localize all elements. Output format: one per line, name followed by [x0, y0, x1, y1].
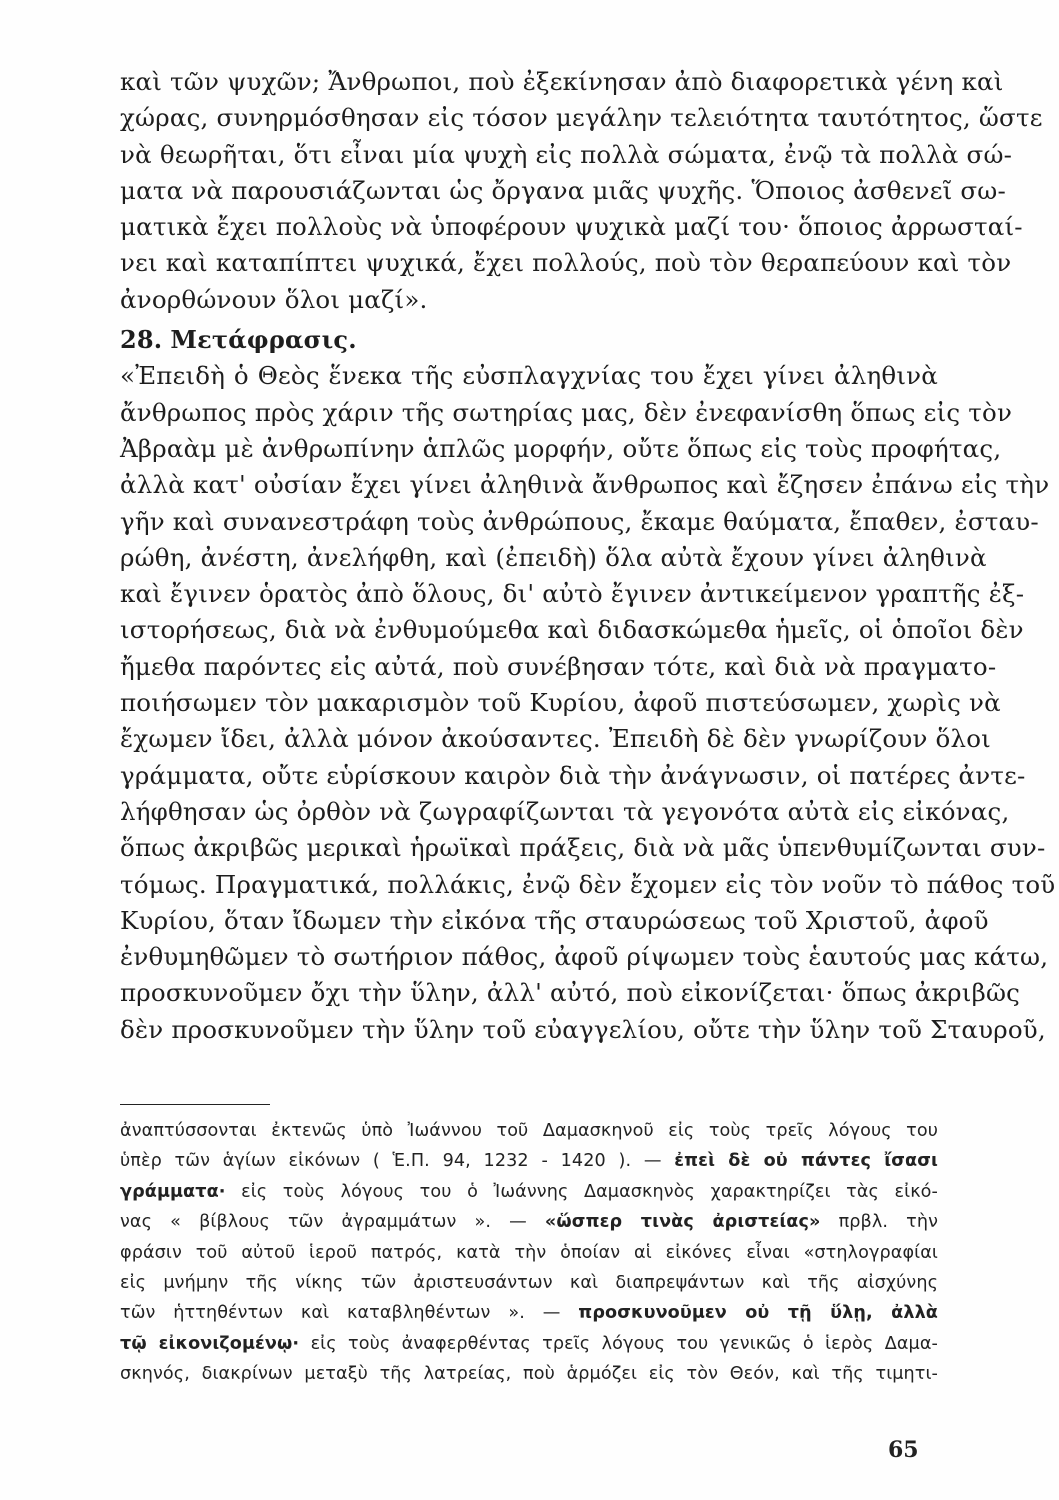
- footnote-text: εἰς τοὺς λόγους του ὁ Ἰωάννης Δαμασκηνὸς χαρακτηρίζει τὰς εἰκό-: [225, 1181, 938, 1202]
- footnote-quote-bold: γράμματα·: [120, 1181, 226, 1202]
- text-line: Ἀβραὰμ μὲ ἀνθρωπίνην ἁπλῶς μορφήν, οὔτε ὅπως εἰς τοὺς προφήτας,: [120, 433, 1002, 463]
- text-line: χώρας, συνηρμόσθησαν εἰς τόσον μεγάλην τελειότητα ταυτότητος, ὥστε: [120, 103, 1043, 133]
- paragraph-after-heading: [120, 358, 1056, 1048]
- text-line: τόμως. Πραγματικά, πολλάκις, ἐνῷ δὲν ἔχομεν εἰς τὸν νοῦν τὸ πάθος τοῦ: [120, 869, 1056, 899]
- text-line: νὰ θεωρῆται, ὅτι εἶναι μία ψυχὴ εἰς πολλὰ σώματα, ἐνῷ τὰ πολλὰ σώ-: [120, 139, 1013, 169]
- footnote-line: [120, 1268, 938, 1298]
- main-text-block: [120, 64, 1056, 1048]
- footnote-line: [120, 1207, 938, 1237]
- footnote-text: πρβλ. τὴν: [820, 1212, 939, 1233]
- text-line: ιστορήσεως, διὰ νὰ ἐνθυμούμεθα καὶ διδασκώμεθα ἡμεῖς, οἱ ὁποῖοι δὲν: [120, 615, 1024, 645]
- footnote-line: [120, 1177, 938, 1207]
- text-line: ἐνθυμηθῶμεν τὸ σωτήριον πάθος, ἀφοῦ ρίψωμεν τοὺς ἑαυτούς μας κάτω,: [120, 942, 1049, 972]
- text-line: ἀνορθώνουν ὅλοι μαζί».: [120, 284, 428, 314]
- footnote-text: νας « βίβλους τῶν ἀγραμμάτων ». —: [120, 1212, 545, 1233]
- text-line: ρώθη, ἀνέστη, ἀνελήφθη, καὶ (ἐπειδὴ) ὅλα αὐτὰ ἔχουν γίνει ἀληθινὰ: [120, 542, 987, 572]
- footnote-quote-bold: ἐπεὶ δὲ οὐ πάντες ἴσασι: [674, 1151, 938, 1172]
- text-line: γράμματα, οὔτε εὑρίσκουν καιρὸν διὰ τὴν ἀνάγνωσιν, οἱ πατέρες ἀντε-: [120, 760, 1026, 790]
- footnotes-block: [120, 1116, 938, 1390]
- footnote-text: εἰς μνήμην τῆς νίκης τῶν ἀριστευσάντων καὶ διαπρεψάντων καὶ τῆς αἰσχύνης: [120, 1272, 938, 1293]
- section-number: 28.: [120, 325, 163, 355]
- paragraph-before-heading: [120, 64, 1043, 318]
- footnote-quote-bold: «ὥσπερ τινὰς ἀριστείας»: [544, 1212, 821, 1233]
- page-number: 65: [888, 1437, 919, 1463]
- text-line: Κυρίου, ὅταν ἴδωμεν τὴν εἰκόνα τῆς σταυρώσεως τοῦ Χριστοῦ, ἀφοῦ: [120, 905, 989, 935]
- text-line: ὅπως ἀκριβῶς μερικαὶ ἡρωϊκαὶ πράξεις, διὰ νὰ μᾶς ὑπενθυμίζωνται συν-: [120, 833, 1046, 863]
- footnote-line: [120, 1359, 938, 1389]
- text-line: ἔχωμεν ἴδει, ἀλλὰ μόνον ἀκούσαντες. Ἐπειδὴ δὲ δὲν γνωρίζουν ὅλοι: [120, 724, 991, 754]
- text-line: ματα νὰ παρουσιάζωνται ὡς ὄργανα μιᾶς ψυχῆς. Ὅποιος ἀσθενεῖ σω-: [120, 175, 1006, 205]
- text-line: ἀλλὰ κατ' οὐσίαν ἔχει γίνει ἀληθινὰ ἄνθρωπος καὶ ἔζησεν ἐπάνω εἰς τὴν: [120, 470, 1050, 500]
- text-line: γῆν καὶ συνανεστράφη τοὺς ἀνθρώπους, ἔκαμε θαύματα, ἔπαθεν, ἐσταυ-: [120, 506, 1039, 536]
- footnote-text: ἀναπτύσσονται ἐκτενῶς ὑπὸ Ἰωάννου τοῦ Δαμασκηνοῦ εἰς τοὺς τρεῖς λόγους του: [120, 1121, 938, 1141]
- text-line: ἤμεθα παρόντες εἰς αὐτά, ποὺ συνέβησαν τότε, καὶ διὰ νὰ πραγματο-: [120, 651, 997, 681]
- footnote-text: εἰς τοὺς ἀναφερθέντας τρεῖς λόγους του γενικῶς ὁ ἱερὸς Δαμα-: [299, 1333, 938, 1354]
- footnote-line: [120, 1329, 938, 1359]
- footnote-line: [120, 1146, 938, 1176]
- text-line: νει καὶ καταπίπτει ψυχικά, ἔχει πολλούς, ποὺ τὸν θεραπεύουν καὶ τὸν: [120, 248, 1012, 278]
- text-line: καὶ ἔγινεν ὁρατὸς ἀπὸ ὅλους, δι' αὐτὸ ἔγινεν ἀντικείμενον γραπτῆς ἐξ-: [120, 579, 1025, 609]
- footnote-text: τῶν ἡττηθέντων καὶ καταβληθέντων ». —: [120, 1303, 579, 1324]
- footnote-text: φράσιν τοῦ αὐτοῦ ἱεροῦ πατρός, κατὰ τὴν ὁποίαν αἱ εἰκόνες εἶναι «στηλογραφίαι: [120, 1242, 938, 1263]
- footnote-text: ὑπὲρ τῶν ἁγίων εἰκόνων ( Ἑ.Π. 94, 1232 - 1420 ). —: [120, 1151, 675, 1172]
- footnote-line: [120, 1298, 938, 1328]
- text-line: προσκυνοῦμεν ὄχι τὴν ὕλην, ἀλλ' αὐτό, ποὺ εἰκονίζεται· ὅπως ἀκριβῶς: [120, 978, 1021, 1008]
- section-heading: [120, 322, 938, 358]
- text-line: καὶ τῶν ψυχῶν; Ἄνθρωποι, ποὺ ἐξεκίνησαν ἀπὸ διαφορετικὰ γένη καὶ: [120, 67, 1004, 96]
- text-line: ποιήσωμεν τὸν μακαρισμὸν τοῦ Κυρίου, ἀφοῦ πιστεύσωμεν, χωρὶς νὰ: [120, 688, 1001, 718]
- text-line: λήφθησαν ὡς ὀρθὸν νὰ ζωγραφίζωνται τὰ γεγονότα αὐτὰ εἰς εἰκόνας,: [120, 796, 1010, 826]
- footnote-divider: [120, 1104, 270, 1105]
- text-line: ἄνθρωπος πρὸς χάριν τῆς σωτηρίας μας, δὲν ἐνεφανίσθη ὅπως εἰς τὸν: [120, 397, 1013, 427]
- text-line: δὲν προσκυνοῦμεν τὴν ὕλην τοῦ εὐαγγελίου, οὔτε τὴν ὕλην τοῦ Σταυροῦ,: [120, 1014, 1046, 1044]
- text-line: «Ἐπειδὴ ὁ Θεὸς ἕνεκα τῆς εὐσπλαγχνίας του ἔχει γίνει ἀληθινὰ: [120, 361, 938, 391]
- footnote-line: [120, 1116, 938, 1146]
- footnote-line: [120, 1238, 938, 1268]
- section-title: Μετάφρασις.: [170, 325, 357, 355]
- text-line: ματικὰ ἔχει πολλοὺς νὰ ὑποφέρουν ψυχικὰ μαζί του· ὅποιος ἀρρωσταί-: [120, 212, 1023, 242]
- footnote-quote-bold: προσκυνοῦμεν οὐ τῇ ὕλῃ, ἀλλὰ: [578, 1303, 938, 1324]
- footnote-text: σκηνός, διακρίνων μεταξὺ τῆς λατρείας, ποὺ ἁρμόζει εἰς τὸν Θεόν, καὶ τῆς τιμητι-: [120, 1364, 938, 1385]
- footnote-quote-bold: τῷ εἰκονιζομένῳ·: [120, 1333, 300, 1354]
